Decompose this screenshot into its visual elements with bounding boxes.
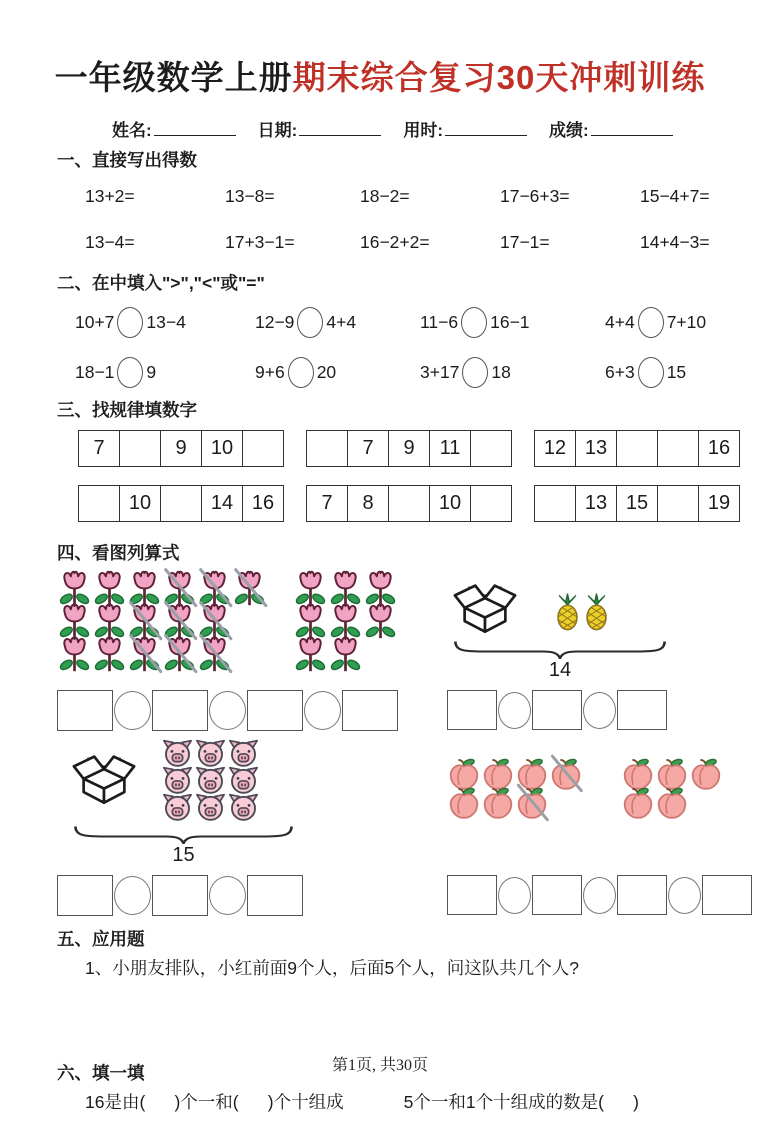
answer-circle	[209, 691, 246, 730]
icon-row	[447, 786, 583, 820]
expression: 13−8=	[225, 185, 275, 206]
page-title	[0, 52, 760, 99]
section3-number-strips	[0, 430, 760, 522]
answer-circle	[209, 876, 246, 915]
strip-cell	[470, 431, 511, 466]
icon-row	[161, 793, 260, 822]
fill-in-item-1: 16是由( )个一和( )个十组成	[85, 1092, 344, 1112]
expression: 13−4=	[85, 231, 135, 252]
open-box-icon	[71, 746, 137, 808]
pig-icon	[162, 739, 193, 768]
pig-icon	[195, 739, 226, 768]
number-strip	[306, 430, 512, 467]
comparison-left: 11−6	[420, 311, 459, 332]
strip-cell: 13	[575, 486, 616, 521]
comparison-circle	[297, 307, 323, 338]
answer-box	[57, 690, 113, 731]
comparison-left: 3+17	[420, 361, 460, 382]
expression: 14+4−3=	[640, 231, 710, 252]
comparison-left: 10+7	[75, 311, 115, 332]
brace-total-label: 15	[172, 844, 195, 866]
strip-cell: 14	[201, 486, 242, 521]
strip-cell	[616, 431, 657, 466]
flower-group	[57, 569, 267, 673]
comparison-item	[420, 299, 605, 345]
header-field	[112, 116, 236, 141]
strip-row	[78, 430, 740, 467]
equation-template	[57, 875, 429, 916]
tulip-icon	[58, 635, 91, 673]
tulip-icon	[294, 635, 327, 673]
pineapple-icon	[583, 593, 610, 631]
strip-cell: 12	[543, 437, 567, 459]
comparison-right: 4+4	[326, 311, 357, 332]
comparison-right: 7+10	[666, 311, 707, 332]
pineapples-answer-template	[447, 682, 752, 731]
header-field-label: 用时:	[403, 121, 444, 140]
comparison-left: 9+6	[255, 361, 285, 382]
peach-group	[447, 757, 583, 820]
strip-row	[78, 485, 740, 522]
brace-total-label: 14	[548, 659, 572, 681]
blank-underline	[154, 120, 236, 136]
curly-brace-icon	[451, 639, 669, 659]
tulip-icon	[198, 635, 231, 673]
comparison-left: 18−1	[75, 361, 115, 382]
section4-picture-problems	[57, 567, 744, 916]
strip-cell	[657, 486, 698, 521]
strip-cell: 7	[347, 431, 388, 466]
comparison-right: 20	[316, 361, 337, 382]
answer-box	[447, 875, 497, 915]
equation-template	[57, 690, 429, 731]
pig-icon	[195, 766, 226, 795]
icon-row	[293, 635, 398, 673]
strip-cell	[470, 486, 511, 521]
strip-cell	[388, 486, 429, 521]
peach-icon	[516, 786, 548, 820]
answer-box	[617, 875, 667, 915]
section5-title: 五、应用题	[57, 929, 145, 949]
fill-in-line	[85, 1089, 740, 1114]
pig-icon	[228, 739, 259, 768]
comparison-left: 4+4	[605, 311, 635, 332]
section6-title: 六、填一填	[57, 1063, 145, 1083]
title-exam-part: 期末综合复习30天冲刺训练	[292, 59, 706, 96]
number-strip	[534, 430, 740, 467]
comparison-left: 12−9	[255, 311, 295, 332]
curly-brace-icon	[71, 824, 296, 844]
section2-title: 二、在中填入">","<"或"="	[57, 273, 265, 293]
peach-icon	[448, 786, 480, 820]
strip-cell: 16	[698, 431, 739, 466]
word-problem-1: 1、小朋友排队，小红前面9个人，后面5个人，问这队共几个人?	[85, 958, 579, 978]
number-strip	[78, 430, 284, 467]
strip-cell	[79, 486, 119, 521]
tulip-icon	[128, 635, 161, 673]
header-field	[549, 116, 673, 141]
answer-box	[247, 690, 303, 731]
pineapples-problem	[447, 567, 752, 682]
fill-in-item-2: 5个一和1个十组成的数是( )	[403, 1092, 639, 1112]
strip-cell: 7	[93, 437, 105, 459]
equation-row	[85, 220, 750, 264]
pineapple-row	[451, 575, 669, 637]
comparison-circle	[288, 357, 314, 388]
answer-box	[532, 690, 582, 730]
comparison-circle	[462, 357, 488, 388]
strip-cell: 7	[321, 492, 333, 514]
flower-group	[293, 569, 398, 673]
peach-icon	[482, 786, 514, 820]
peach-groups	[447, 757, 752, 820]
comparison-item	[605, 299, 750, 345]
flowers-problem	[57, 567, 429, 682]
strip-cell: 8	[347, 486, 388, 521]
flower-groups	[57, 569, 429, 673]
comparison-right: 15	[666, 361, 687, 382]
comparison-item	[75, 349, 255, 395]
pineapple-icon	[554, 593, 581, 631]
strip-cell: 10	[201, 431, 242, 466]
comparison-circle	[117, 307, 143, 338]
header-field-label: 姓名:	[112, 121, 152, 140]
section4-title: 四、看图列算式	[57, 543, 180, 563]
tulip-icon	[329, 635, 362, 673]
equation-row	[85, 174, 750, 218]
icon-row	[161, 766, 260, 795]
pig-icon	[195, 793, 226, 822]
pigs-answer-template	[57, 867, 429, 916]
header-field-label: 成绩:	[549, 121, 589, 140]
peach-icon	[690, 757, 722, 791]
peach-icon	[656, 786, 688, 820]
pig-icon	[228, 766, 259, 795]
answer-box	[57, 875, 113, 916]
pig-row	[71, 739, 296, 822]
expression: 18−2=	[360, 185, 410, 206]
strip-cell: 9	[388, 431, 429, 466]
expression: 17−6+3=	[500, 185, 570, 206]
pig-icon	[162, 766, 193, 795]
answer-circle	[668, 877, 701, 914]
blank-underline	[299, 120, 381, 136]
comparison-circle	[117, 357, 143, 388]
strip-cell: 10	[429, 486, 470, 521]
strip-cell	[119, 431, 160, 466]
section2-comparisons	[0, 299, 760, 395]
answer-circle	[498, 692, 531, 729]
pig-brace-group	[71, 739, 296, 867]
strip-cell	[535, 486, 575, 521]
answer-circle	[583, 692, 616, 729]
expression: 16−2+2=	[360, 231, 430, 252]
pineapple-brace-group	[451, 575, 669, 682]
page-number: 第1页, 共30页	[331, 1057, 428, 1074]
expression: 15−4+7=	[640, 185, 710, 206]
comparison-item	[255, 299, 420, 345]
section1-title: 一、直接写出得数	[57, 150, 197, 170]
strip-cell: 11	[429, 431, 470, 466]
icon-row	[621, 786, 723, 820]
open-box-icon	[452, 575, 518, 637]
student-info-row	[112, 115, 760, 141]
comparison-item	[255, 349, 420, 395]
strip-cell	[307, 431, 347, 466]
comparison-row	[75, 349, 750, 395]
strip-cell: 16	[242, 486, 283, 521]
answer-box	[247, 875, 303, 916]
icon-row	[57, 635, 267, 673]
comparison-circle	[461, 307, 487, 338]
comparison-right: 18	[491, 361, 511, 382]
equation-template	[447, 875, 752, 915]
expression: 13+2=	[85, 185, 135, 206]
strip-cell	[657, 431, 698, 466]
blank-underline	[445, 120, 527, 136]
peach-icon	[622, 786, 654, 820]
strip-cell: 9	[160, 431, 201, 466]
tulip-icon	[163, 635, 196, 673]
strip-cell	[160, 486, 201, 521]
strip-cell: 15	[616, 486, 657, 521]
number-strip	[534, 485, 740, 522]
pig-grid	[161, 739, 260, 822]
strip-cell	[242, 431, 283, 466]
answer-box	[447, 690, 497, 730]
comparison-item	[75, 299, 255, 345]
comparison-circle	[638, 307, 664, 338]
answer-box	[342, 690, 398, 731]
comparison-left: 6+3	[605, 361, 635, 382]
comparison-circle	[638, 357, 664, 388]
title-course-part: 一年级数学上册	[54, 59, 293, 96]
answer-circle	[583, 877, 616, 914]
pig-icon	[162, 793, 193, 822]
number-strip	[306, 485, 512, 522]
pigs-problem	[57, 731, 429, 867]
comparison-right: 13−4	[146, 311, 186, 332]
peach-icon	[550, 757, 582, 791]
equation-template	[447, 690, 752, 730]
blank-underline	[591, 120, 673, 136]
pig-icon	[228, 793, 259, 822]
comparison-right: 16−1	[490, 311, 530, 332]
header-field-label: 日期:	[257, 121, 298, 140]
comparison-item	[605, 349, 750, 395]
header-field	[403, 116, 527, 141]
comparison-right: 9	[146, 361, 157, 382]
section3-title: 三、找规律填数字	[57, 400, 197, 420]
icon-row	[161, 739, 260, 768]
strip-cell: 13	[575, 431, 616, 466]
answer-box	[152, 690, 208, 731]
answer-circle	[304, 691, 341, 730]
flowers-answer-template	[57, 682, 429, 731]
peaches-problem	[447, 731, 752, 867]
peach-group	[621, 757, 723, 820]
answer-circle	[498, 877, 531, 914]
peaches-answer-template	[447, 867, 752, 916]
tulip-icon	[233, 569, 266, 607]
number-strip	[78, 485, 284, 522]
expression: 17+3−1=	[225, 231, 295, 252]
expression: 17−1=	[500, 231, 550, 252]
comparison-row	[75, 299, 750, 345]
answer-box	[532, 875, 582, 915]
icon-row	[553, 593, 611, 631]
strip-cell: 19	[698, 486, 739, 521]
tulip-icon	[93, 635, 126, 673]
answer-circle	[114, 876, 151, 915]
comparison-item	[420, 349, 605, 395]
answer-box	[702, 875, 752, 915]
strip-cell: 10	[119, 486, 160, 521]
section1-equations	[0, 174, 760, 264]
tulip-icon	[364, 602, 397, 640]
header-field	[258, 116, 382, 141]
answer-circle	[114, 691, 151, 730]
answer-box	[152, 875, 208, 916]
answer-box	[617, 690, 667, 730]
